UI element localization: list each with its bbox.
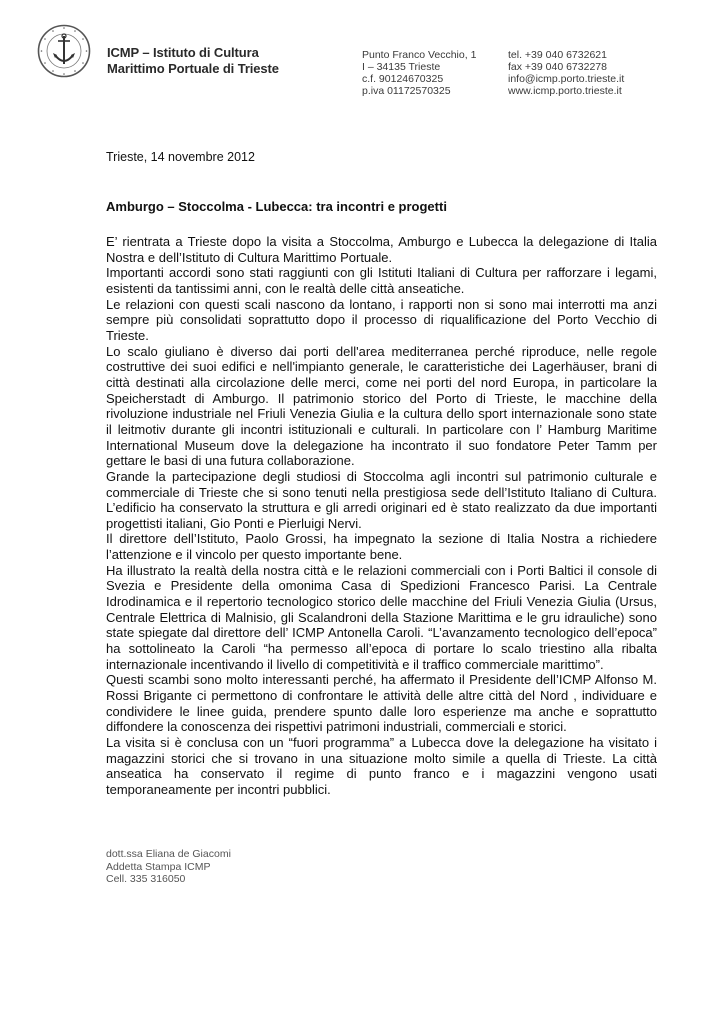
fax-line: fax +39 040 6732278: [508, 61, 607, 73]
signature-role: Addetta Stampa ICMP: [106, 860, 211, 873]
letter-body: [106, 234, 657, 798]
body-paragraph: Lo scalo giuliano è diverso dai porti dell'area mediterranea perché riproduce, nelle regole costruttive dei suoi edifici e nell'impianto generale, le caratteristiche dei Lagerhäuser, brani di città destinati alla circolazione delle merci, come nei porti del nord Europa, in particolare la Speicherstadt di Amburgo. Il patrimonio storico del Porto di Trieste, le macchine della rivoluzione industriale nel Friuli Venezia Giulia e la cultura dello sport internazionale sono state il leitmotiv durante gli incontri istituzionali e culturali. In particolare con l’ Hamburg Maritime International Museum dove la delegazione ha incontrato il suo fondatore Peter Tamm per gettare le basi di una futura collaborazione.: [106, 343, 657, 469]
phone-line: tel. +39 040 6732621: [508, 49, 607, 61]
org-name-line: ICMP – Istituto di Cultura: [107, 45, 259, 60]
address-block: [362, 49, 476, 97]
body-paragraph: E’ rientrata a Trieste dopo la visita a Stoccolma, Amburgo e Lubecca la delegazione di Italia Nostra e dell’Istituto di Cultura Marittimo Portuale.: [106, 234, 657, 265]
website-link[interactable]: www.icmp.porto.trieste.it: [508, 85, 622, 97]
signature-block: [106, 848, 231, 886]
body-paragraph: Le relazioni con questi scali nascono da lontano, i rapporti non si sono mai interrotti ma anzi sempre più consolidati soprattutto dopo il processo di riqualificazione del Porto Vecchio di Trieste.: [106, 296, 657, 343]
body-paragraph: Ha illustrato la realtà della nostra città e le relazioni commerciali con i Porti Baltici il console di Svezia e Presidente della omonima Casa di Spedizioni Francesco Parisi. La Centrale Idrodinamica e il repertorio tecnologico storico delle macchine del Friuli Venezia Giulia (Ursus, Centrale Elettrica di Malnisio, gli Scalandroni della Stazione Marittima e le gru idrauliche) sono state spiegate dal direttore dell’ ICMP Antonella Caroli. “L’avanzamento tecnologico dell’epoca” ha sottolineato la Caroli “ha permesso all’epoca di portare lo scalo triestino alla ribalta internazionale incentivando il livello di competitività e il traffico commerciale marittimo”.: [106, 562, 657, 672]
body-paragraph: La visita si è conclusa con un “fuori programma” a Lubecca dove la delegazione ha visitato i magazzini storici che si trovano in una situazione molto simile a quella di Trieste. La città anseatica ha conservato il regime di punto franco e i magazzini vengono usati temporaneamente per incontri pubblici.: [106, 735, 657, 797]
body-paragraph: Il direttore dell’Istituto, Paolo Grossi, ha impegnato la sezione di Italia Nostra a richiedere l’attenzione e il vincolo per questo importante bene.: [106, 531, 657, 563]
organization-name: [107, 45, 279, 77]
signature-name: dott.ssa Eliana de Giacomi: [106, 848, 231, 860]
body-paragraph: Importanti accordi sono stati raggiunti con gli Istituti Italiani di Cultura per rafforzare i legami, esistenti da tantissimi anni, con le realtà delle città anseatiche.: [106, 265, 657, 296]
org-name-line: Marittimo Portuale di Trieste: [107, 61, 279, 76]
body-paragraph: Grande la partecipazione degli studiosi di Stoccolma agli incontri sul patrimonio culturale e commerciale di Trieste che si sono tenuti nella prestigiosa sede dell’Istituto Italiano di Cultura. L’edificio ha conservato la struttura e gli arredi originari ed è stato realizzato da due importanti progettisti italiani, Gio Ponti e Pierluigi Nervi.: [106, 468, 657, 531]
institute-seal-logo: [37, 24, 91, 78]
body-paragraph: Questi scambi sono molto interessanti perché, ha affermato il Presidente dell’ICMP Alfonso M. Rossi Brigante ci permettono di confrontare le attività delle altre città del Nord , individuare e condividere le linee guida, prendere spunto dalle loro esperienze ma anche e soprattutto diffondere la conoscenza dei rispettivi patrimoni industriali, commerciali e storici.: [106, 672, 657, 735]
letterhead: [0, 0, 725, 110]
letter-subject: Amburgo – Stoccolma - Lubecca: tra incontri e progetti: [106, 199, 447, 214]
email-link[interactable]: info@icmp.porto.trieste.it: [508, 73, 625, 85]
address-line: c.f. 90124670325: [362, 73, 444, 85]
address-line: p.iva 01172570325: [362, 85, 451, 97]
address-line: Punto Franco Vecchio, 1: [362, 49, 477, 61]
signature-phone: Cell. 335 316050: [106, 873, 186, 885]
contacts-block: [508, 49, 624, 97]
letter-date: Trieste, 14 novembre 2012: [106, 150, 255, 164]
address-line: I – 34135 Trieste: [362, 61, 441, 73]
